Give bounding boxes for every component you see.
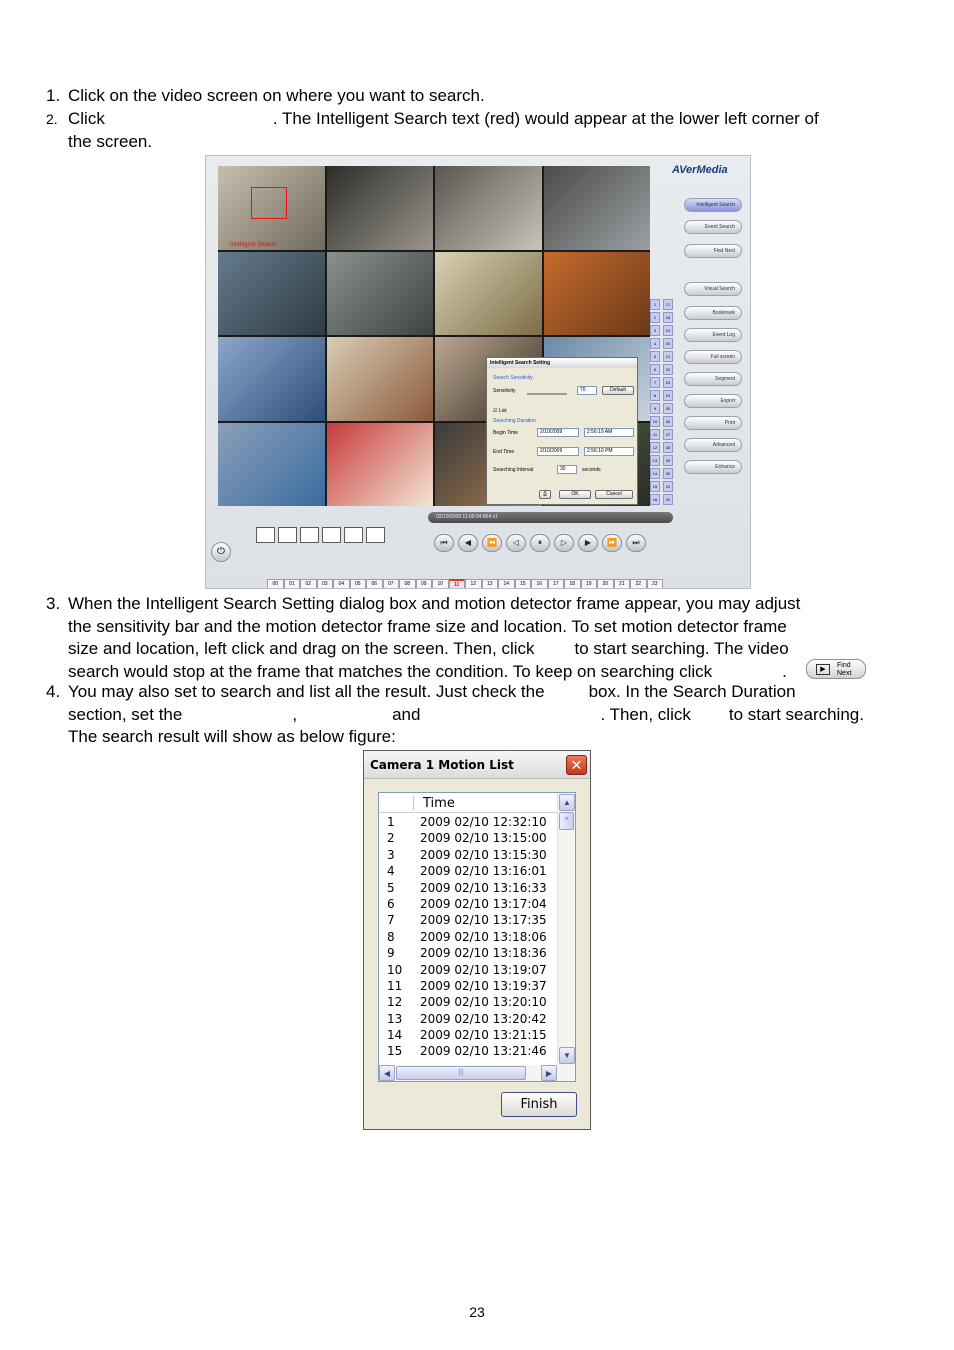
row-index: 10 — [387, 962, 403, 977]
skip-end-icon[interactable]: ⏭ — [626, 534, 646, 552]
end-time-label: End Time — [493, 449, 515, 455]
motion-detector-frame[interactable] — [251, 187, 287, 219]
layout-16-icon[interactable] — [322, 527, 341, 543]
row-time: 2009 02/10 13:21:46 — [420, 1044, 547, 1059]
enhance-button[interactable]: Enhance — [684, 460, 742, 474]
camera-select-button[interactable]: 26 — [663, 416, 673, 427]
row-index: 2 — [387, 831, 395, 846]
find-next-label: Find Next — [837, 662, 852, 677]
list-item[interactable] — [379, 1043, 557, 1059]
camera-select-button[interactable]: 30 — [663, 468, 673, 479]
camera-view[interactable] — [327, 166, 434, 250]
scroll-down-icon[interactable]: ▼ — [559, 1047, 575, 1064]
row-time: 2009 02/10 13:15:00 — [420, 831, 547, 846]
row-index: 3 — [387, 847, 395, 862]
camera-select-button[interactable]: 22 — [663, 364, 673, 375]
row-index: 12 — [387, 995, 403, 1010]
timeline-hour[interactable]: 19 — [581, 579, 598, 589]
row-index: 7 — [387, 913, 395, 928]
column-header-time[interactable]: Time — [423, 796, 455, 811]
timeline-hour[interactable]: 16 — [531, 579, 548, 589]
camera-select-button[interactable]: 23 — [663, 377, 673, 388]
camera-select-button[interactable]: 11 — [650, 429, 660, 440]
default-button[interactable]: Default — [602, 386, 634, 395]
begin-time-label: Begin Time — [493, 430, 519, 436]
camera-view[interactable] — [544, 252, 651, 336]
step-text-segment: to start searching. — [728, 704, 864, 724]
camera-select-button[interactable]: 3 — [650, 325, 660, 336]
play-frame-icon: ▶ — [816, 664, 830, 675]
step-text-line-1: When the Intelligent Search Setting dialog box and motion detector frame appear, you may adjust — [68, 594, 801, 613]
dvr-screenshot — [205, 155, 751, 589]
step-number: 1. — [46, 86, 61, 105]
step-text-line-3 — [68, 638, 789, 661]
row-time: 2009 02/10 13:20:42 — [420, 1011, 547, 1026]
begin-date-field[interactable]: 2/10/2009 — [537, 428, 579, 437]
timeline-hour[interactable]: 14 — [498, 579, 515, 589]
play-icon[interactable]: ▷ — [554, 534, 574, 552]
row-time: 2009 02/10 13:17:35 — [420, 913, 547, 928]
duration-header: Searching Duration — [493, 418, 536, 424]
row-index: 8 — [387, 929, 395, 944]
camera-select-button[interactable]: 9 — [650, 403, 660, 414]
row-index: 9 — [387, 946, 395, 961]
motion-listview[interactable] — [378, 792, 576, 1082]
row-time: 2009 02/10 13:20:10 — [420, 995, 547, 1010]
intelligent-search-button[interactable]: Intelligent Search — [684, 198, 742, 212]
dialog-titlebar — [364, 751, 590, 779]
advanced-button[interactable]: Advanced — [684, 438, 742, 452]
step-forward-icon[interactable]: ▶ — [578, 534, 598, 552]
skip-start-icon[interactable]: ⏮ — [434, 534, 454, 552]
camera-select-button[interactable]: 6 — [650, 364, 660, 375]
playback-status-bar: 02/10/2009 11:05:04:864 x1 — [428, 512, 673, 523]
camera-view[interactable] — [218, 423, 325, 507]
step-text-a: Click — [68, 109, 105, 128]
layout-buttons — [256, 527, 385, 543]
list-item[interactable] — [379, 962, 557, 978]
timeline-hour[interactable]: 12 — [465, 579, 482, 589]
camera-select-button[interactable]: 10 — [650, 416, 660, 427]
step-number: 3. — [46, 594, 61, 613]
fast-forward-icon[interactable]: ⏩ — [602, 534, 622, 552]
camera-select-button[interactable]: 32 — [663, 494, 673, 505]
list-item[interactable] — [379, 912, 557, 928]
timeline-hour[interactable]: 00 — [267, 579, 284, 589]
timeline-hour[interactable]: 01 — [284, 579, 301, 589]
end-date-field[interactable]: 2/10/2009 — [537, 447, 579, 456]
camera-select-button[interactable]: 20 — [663, 338, 673, 349]
camera-select-button[interactable]: 17 — [663, 299, 673, 310]
step-text-segment: . — [782, 661, 787, 681]
step-text: Click on the video screen on where you want to search. — [68, 86, 485, 105]
layout-4-icon[interactable] — [278, 527, 297, 543]
list-checkbox[interactable]: ☑ List — [493, 408, 507, 414]
column-separator[interactable] — [413, 796, 414, 810]
step-text-segment: search would stop at the frame that matches the condition. To keep on searching click — [68, 661, 713, 681]
camera-select-button[interactable]: 16 — [650, 494, 660, 505]
layout-grid-icon[interactable] — [366, 527, 385, 543]
timeline-hour[interactable]: 23 — [647, 579, 664, 589]
camera-select-button[interactable]: 24 — [663, 390, 673, 401]
step-number: 2. — [46, 111, 58, 127]
scroll-thumb[interactable]: ≡ — [559, 812, 574, 830]
list-item[interactable] — [379, 830, 557, 846]
row-index: 4 — [387, 864, 395, 879]
step-back-icon[interactable]: ◀ — [458, 534, 478, 552]
interval-unit: seconds — [582, 467, 601, 473]
timeline-hour[interactable]: 11 — [449, 579, 466, 589]
camera-select-button[interactable]: 7 — [650, 377, 660, 388]
camera-select-button[interactable]: 21 — [663, 351, 673, 362]
timeline-hour[interactable]: 10 — [432, 579, 449, 589]
list-item[interactable] — [379, 945, 557, 961]
list-item[interactable] — [379, 929, 557, 945]
segment-button[interactable]: Segment — [684, 372, 742, 386]
timeline-hour[interactable]: 18 — [564, 579, 581, 589]
camera-select-button[interactable]: 2 — [650, 312, 660, 323]
step-text-segment: box. In the Search Duration — [588, 682, 796, 701]
camera-select-button[interactable]: 19 — [663, 325, 673, 336]
step-text — [68, 108, 819, 131]
row-index: 5 — [387, 880, 395, 895]
ok-button[interactable]: OK — [559, 490, 591, 499]
step-text-segment: size and location, left click and drag on the screen. Then, click — [68, 639, 535, 658]
step-text-segment: . Then, click — [600, 704, 691, 724]
camera-select-button[interactable]: 8 — [650, 390, 660, 401]
row-time: 2009 02/10 13:18:06 — [420, 929, 547, 944]
visual-search-button[interactable]: Visual Search — [684, 282, 742, 296]
camera-select-button[interactable]: 1 — [650, 299, 660, 310]
layout-9-icon[interactable] — [300, 527, 319, 543]
camera-view[interactable] — [327, 252, 434, 336]
list-item[interactable] — [379, 1011, 557, 1027]
interval-label: Searching Interval — [493, 467, 534, 473]
list-item[interactable] — [379, 978, 557, 994]
row-index: 15 — [387, 1044, 403, 1059]
camera-select-button[interactable]: 29 — [663, 455, 673, 466]
list-label: List — [498, 408, 507, 414]
list-header — [379, 793, 557, 813]
list-item[interactable] — [379, 1027, 557, 1043]
step-text-segment: and — [392, 704, 421, 724]
row-index: 6 — [387, 896, 395, 911]
timeline-hour[interactable]: 22 — [630, 579, 647, 589]
reverse-play-icon[interactable]: ◁ — [506, 534, 526, 552]
scroll-thumb-horizontal[interactable]: ||| — [396, 1066, 526, 1080]
timeline-hour[interactable]: 15 — [515, 579, 532, 589]
row-index: 13 — [387, 1011, 403, 1026]
horizontal-scrollbar[interactable] — [379, 1065, 575, 1081]
row-index: 14 — [387, 1028, 403, 1043]
pause-icon[interactable]: ⏸ — [530, 534, 550, 552]
page-number: 23 — [469, 1304, 485, 1320]
camera-view[interactable] — [327, 423, 434, 507]
layout-pip-icon[interactable] — [344, 527, 363, 543]
row-time: 2009 02/10 13:15:30 — [420, 847, 547, 862]
timeline-hour[interactable]: 21 — [614, 579, 631, 589]
timeline-hour[interactable]: 06 — [366, 579, 383, 589]
list-item[interactable] — [379, 814, 557, 830]
step-text-line-2: the sensitivity bar and the motion detector frame size and location. To set motion detector frame — [68, 616, 787, 636]
step-number: 4. — [46, 682, 61, 701]
end-time-field[interactable]: 2:56:10 PM — [584, 447, 634, 456]
row-index: 1 — [387, 815, 395, 829]
power-icon[interactable]: ⏻ — [211, 542, 231, 562]
camera-select-button[interactable]: 14 — [650, 468, 660, 479]
row-time: 2009 02/10 13:21:15 — [420, 1028, 547, 1043]
camera-view[interactable] — [327, 337, 434, 421]
row-time: 2009 02/10 13:16:33 — [420, 880, 547, 895]
row-time: 2009 02/10 13:16:01 — [420, 864, 547, 879]
timeline-hour[interactable]: 04 — [333, 579, 350, 589]
camera-select-column — [663, 299, 673, 507]
timeline-hour[interactable]: 05 — [350, 579, 367, 589]
list-item[interactable] — [379, 994, 557, 1010]
dialog-title: Camera 1 Motion List — [370, 758, 514, 772]
close-icon[interactable]: ✕ — [566, 755, 587, 775]
row-index: 11 — [387, 978, 403, 993]
hour-timeline — [267, 579, 663, 589]
camera-select-button[interactable]: 27 — [663, 429, 673, 440]
find-next-button[interactable]: Find Next — [684, 244, 742, 258]
interval-field[interactable]: 30 — [557, 465, 577, 474]
timeline-hour[interactable]: 09 — [416, 579, 433, 589]
list-rows — [379, 814, 557, 1060]
list-item[interactable] — [379, 896, 557, 912]
camera-select-button[interactable]: 28 — [663, 442, 673, 453]
step-text-segment: , — [292, 704, 298, 724]
playback-controls — [434, 534, 646, 552]
camera-view[interactable] — [435, 166, 542, 250]
intelligent-search-overlay: Intelligent Search — [230, 242, 277, 248]
step-text-segment: section, set the — [68, 704, 183, 724]
brand-logo: AVerMedia — [672, 164, 728, 176]
sensitivity-header: Search Sensitivity — [493, 375, 533, 381]
event-search-button[interactable]: Event Search — [684, 220, 742, 234]
timeline-hour[interactable]: 17 — [548, 579, 565, 589]
camera-view[interactable] — [218, 337, 325, 421]
list-item[interactable] — [379, 880, 557, 896]
timeline-hour[interactable]: 02 — [300, 579, 317, 589]
step-text-line-3: The search result will show as below figure: — [68, 727, 396, 746]
camera-view[interactable] — [544, 166, 651, 250]
intelligent-search-dialog — [486, 357, 638, 505]
cancel-button[interactable]: Cancel — [595, 490, 633, 499]
dialog-title: Intelligent Search Setting — [487, 358, 637, 368]
step-text-line-2 — [68, 704, 864, 727]
step-text-segment: You may also set to search and list all the result. Just check the — [68, 682, 545, 701]
camera-select-button[interactable]: 5 — [650, 351, 660, 362]
bookmark-button[interactable]: Bookmark — [684, 306, 742, 320]
print-button[interactable]: Print — [684, 416, 742, 430]
row-time: 2009 02/10 13:17:04 — [420, 896, 547, 911]
camera-select-button[interactable]: 18 — [663, 312, 673, 323]
scroll-left-icon[interactable]: ◀ — [379, 1065, 395, 1081]
full-screen-button[interactable]: Full screen — [684, 350, 742, 364]
timeline-hour[interactable]: 20 — [597, 579, 614, 589]
camera-select-button[interactable]: 15 — [650, 481, 660, 492]
timeline-hour[interactable]: 13 — [482, 579, 499, 589]
row-time: 2009 02/10 13:19:37 — [420, 978, 547, 993]
layout-1-icon[interactable] — [256, 527, 275, 543]
step-text-line-1 — [68, 681, 796, 704]
find-next-inline-button — [806, 659, 866, 679]
sensitivity-label: Sensitivity — [493, 388, 516, 394]
motion-list-dialog — [363, 750, 591, 1130]
list-item[interactable] — [379, 847, 557, 863]
begin-time-field[interactable]: 2:56:19 AM — [584, 428, 634, 437]
step-text-cont: the screen. — [68, 131, 153, 151]
camera-view[interactable] — [435, 252, 542, 336]
event-log-button[interactable]: Event Log — [684, 328, 742, 342]
rewind-icon[interactable]: ⏪ — [482, 534, 502, 552]
step-text-line-4 — [68, 661, 787, 684]
camera-select-button[interactable]: 4 — [650, 338, 660, 349]
sensitivity-slider[interactable] — [527, 393, 567, 395]
camera-view[interactable] — [218, 252, 325, 336]
row-time: 2009 02/10 12:32:10 — [420, 815, 547, 829]
print-icon[interactable]: ⎙ — [539, 490, 551, 499]
scroll-up-icon[interactable]: ▲ — [559, 794, 575, 811]
camera-select-button[interactable]: 12 — [650, 442, 660, 453]
step-text-b: . The Intelligent Search text (red) would appear at the lower left corner of — [272, 109, 819, 128]
scroll-right-icon[interactable]: ▶ — [541, 1065, 557, 1081]
timeline-hour[interactable]: 08 — [399, 579, 416, 589]
camera-select-button[interactable]: 13 — [650, 455, 660, 466]
camera-select-button[interactable]: 31 — [663, 481, 673, 492]
finish-button[interactable]: Finish — [501, 1092, 577, 1117]
timeline-hour[interactable]: 07 — [383, 579, 400, 589]
step-text-segment: to start searching. The video — [574, 639, 789, 658]
camera-select-column — [650, 299, 660, 507]
export-button[interactable]: Export — [684, 394, 742, 408]
list-item[interactable] — [379, 863, 557, 879]
vertical-scrollbar[interactable] — [557, 793, 575, 1065]
sensitivity-value[interactable]: 70 — [577, 386, 597, 395]
timeline-hour[interactable]: 03 — [317, 579, 334, 589]
row-time: 2009 02/10 13:18:36 — [420, 946, 547, 961]
row-time: 2009 02/10 13:19:07 — [420, 962, 547, 977]
camera-select-button[interactable]: 25 — [663, 403, 673, 414]
